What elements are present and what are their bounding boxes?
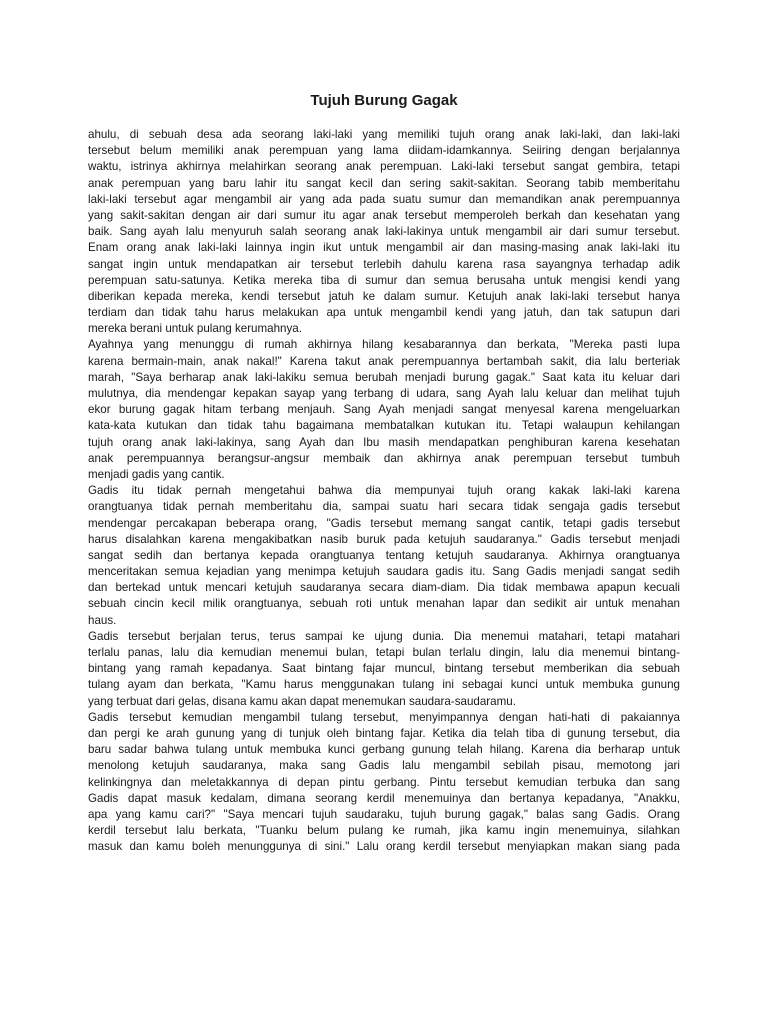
- text-line: ahulu, di sebuah desa ada seorang laki-laki yang memiliki tujuh orang anak laki-laki, dan laki-laki: [88, 128, 680, 141]
- paragraph: [88, 483, 680, 629]
- text-line: karena bermain-main, anak nakal!" Karena takut anak perempuannya bertambah sakit, dia lalu berteriak: [88, 354, 680, 368]
- text-line: anak perempuan yang baru lahir itu sangat kecil dan sering sakit-sakitan. Seorang tabib memberitahu: [88, 176, 680, 190]
- text-line: kata-kata kutukan dan tidak tahu bagaimana membatalkan kutukan itu. Tetapi walaupun kehilangan: [88, 419, 680, 433]
- text-line: apa yang kamu cari?" "Saya mencari tujuh saudaraku, tujuh burung gagak," balas sang Gadis. Orang: [88, 807, 680, 821]
- text-line: tujuh orang anak laki-lakinya, sang Ayah dan Ibu masih mendapatkan penghiburan karena kesehatan: [88, 435, 680, 449]
- text-line: diberikan kepada mereka, kendi tersebut jatuh ke dalam sumur. Ketujuh anak laki-laki tersebut hanya: [88, 289, 680, 303]
- text-line: masuk dan kamu boleh menunggunya di sini." Lalu orang kerdil tersebut menyiapkan makan siang pada: [88, 840, 680, 854]
- text-line: mulutnya, dia mendengar kepakan sayap yang terbang di udara, sang Ayah lalu keluar dan melihat tujuh: [88, 387, 680, 400]
- text-line: baru sadar bahwa tulang untuk membuka kunci gerbang gunung telah hilang. Karena dia berharap untuk: [88, 743, 680, 757]
- text-line: terlalu panas, lalu dia kemudian menemui bulan, tetapi bulan terlalu dingin, lalu dia menemui bintang-: [88, 646, 680, 659]
- text-line: dan bertekad untuk mencari ketujuh saudaranya secara diam-diam. Dia tidak membawa apapun kecuali: [88, 581, 680, 595]
- text-line: Gadis itu tidak pernah mengetahui bahwa dia mempunyai tujuh orang kakak laki-laki karena: [88, 484, 680, 498]
- text-line: mereka berani untuk pulang kerumahnya.: [88, 322, 302, 336]
- text-line: menolong ketujuh saudaranya, maka sang Gadis lalu mengambil sebilah pisau, memotong jari: [88, 759, 680, 773]
- text-line: sebuah cincin kecil milik orangtuanya, sebuah roti untuk menahan lapar dan sedikit air untuk menahan: [88, 597, 680, 611]
- paragraph: [88, 337, 680, 483]
- text-line: dan pergi ke arah gunung yang di tunjuk oleh bintang fajar. Ketika dia telah tiba di gunung tersebut, dia: [88, 726, 680, 740]
- text-line: Enam orang anak laki-laki lainnya ingin ikut untuk mengambil air dan masing-masing anak laki-laki itu: [88, 241, 680, 255]
- paragraph: [88, 629, 680, 710]
- text-line: baik. Sang ayah lalu menyuruh salah seorang anak laki-lakinya untuk mengambil air dari sumur tersebut.: [88, 225, 680, 239]
- document-title: Tujuh Burung Gagak: [310, 92, 458, 109]
- text-line: waktu, istrinya akhirnya melahirkan seorang anak perempuan. Laki-laki tersebut sangat gembira, tetapi: [88, 160, 680, 174]
- text-line: anak perempuannya berangsur-angsur membaik dan akhirnya anak perempuan tersebut tumbuh: [88, 451, 680, 465]
- text-line: tulang ayam dan berkata, "Kamu harus menggunakan tulang ini sebagai kunci untuk membuka gunung: [88, 678, 680, 692]
- paragraph: [88, 127, 680, 337]
- text-line: Ayahnya yang menunggu di rumah akhirnya hilang kesabarannya dan berkata, "Mereka pasti lupa: [88, 338, 680, 352]
- text-line: kerdil tersebut lalu berkata, "Tuanku belum pulang ke rumah, jika kamu ingin menemuinya, silahkan: [88, 824, 680, 838]
- text-line: bintang yang ramah kepadanya. Saat bintang fajar muncul, bintang tersebut memberikan dia sebuah: [88, 662, 680, 676]
- text-line: tersebut belum memiliki anak perempuan yang lama diidam-idamkannya. Seiiring dengan berjalannya: [88, 144, 680, 158]
- text-line: kelinkingnya dan meletakkannya di depan pintu gerbang. Pintu tersebut kemudian terbuka dan sang: [88, 775, 680, 789]
- text-line: laki-laki tersebut agar mengambil air yang ada pada suatu sumur dan memandikan anak perempuannya: [88, 192, 680, 206]
- text-line: sangat ingin untuk mendapatkan air tersebut terlebih dahulu karena rasa sayangnya terhadap adik: [88, 257, 680, 271]
- text-line: mendengar percakapan beberapa orang, "Gadis tersebut memang sangat cantik, tetapi gadis tersebut: [88, 516, 680, 530]
- text-line: ekor burung gagak hitam terbang menjauh. Sang Ayah menjadi sangat menyesal karena mengeluarkan: [88, 403, 680, 417]
- text-line: sangat sedih dan bertanya kepada orangtuanya tentang ketujuh saudaranya. Akhirnya orangtuanya: [88, 548, 680, 562]
- paragraph: [88, 710, 680, 856]
- text-line: yang terbuat dari gelas, disana kamu akan dapat menemukan saudara-saudaramu.: [88, 694, 516, 708]
- text-line: Gadis tersebut berjalan terus, terus sampai ke ujung dunia. Dia menemui matahari, tetapi matahari: [88, 629, 680, 643]
- text-line: menceritakan semua kejadian yang menimpa ketujuh saudara gadis itu. Sang Gadis menjadi sangat sedih: [88, 565, 680, 579]
- text-line: harus disalahkan karena mengakibatkan nasib buruk pada ketujuh saudaranya." Gadis tersebut menjadi: [88, 532, 680, 546]
- text-line: yang sakit-sakitan dengan air dari sumur itu agar anak tersebut memperoleh berkah dan kesehatan yang: [88, 208, 680, 222]
- text-line: perempuan satu-satunya. Ketika mereka tiba di sumur dan semua berusaha untuk mengisi kendi yang: [88, 273, 680, 287]
- text-line: marah, "Saya berharap anak laki-lakiku semua berubah menjadi burung gagak." Saat kata itu keluar dari: [88, 370, 680, 384]
- text-line: haus.: [88, 613, 117, 627]
- document-body: [88, 127, 680, 855]
- text-line: menjadi gadis yang cantik.: [88, 467, 225, 481]
- text-line: Gadis dapat masuk kedalam, dimana seorang kerdil menemuinya dan bertanya kepadanya, "Anakku,: [88, 791, 680, 805]
- text-line: orangtuanya tidak pernah memberitahu dia, sampai suatu hari secara tidak sengaja gadis tersebut: [88, 500, 680, 514]
- text-line: Gadis tersebut kemudian mengambil tulang tersebut, menyimpannya dengan hati-hati di pakaiannya: [88, 710, 680, 724]
- text-line: terdiam dan tidak tahu harus melakukan apa untuk mengambil kendi yang jatuh, dan tak satupun dari: [88, 306, 680, 320]
